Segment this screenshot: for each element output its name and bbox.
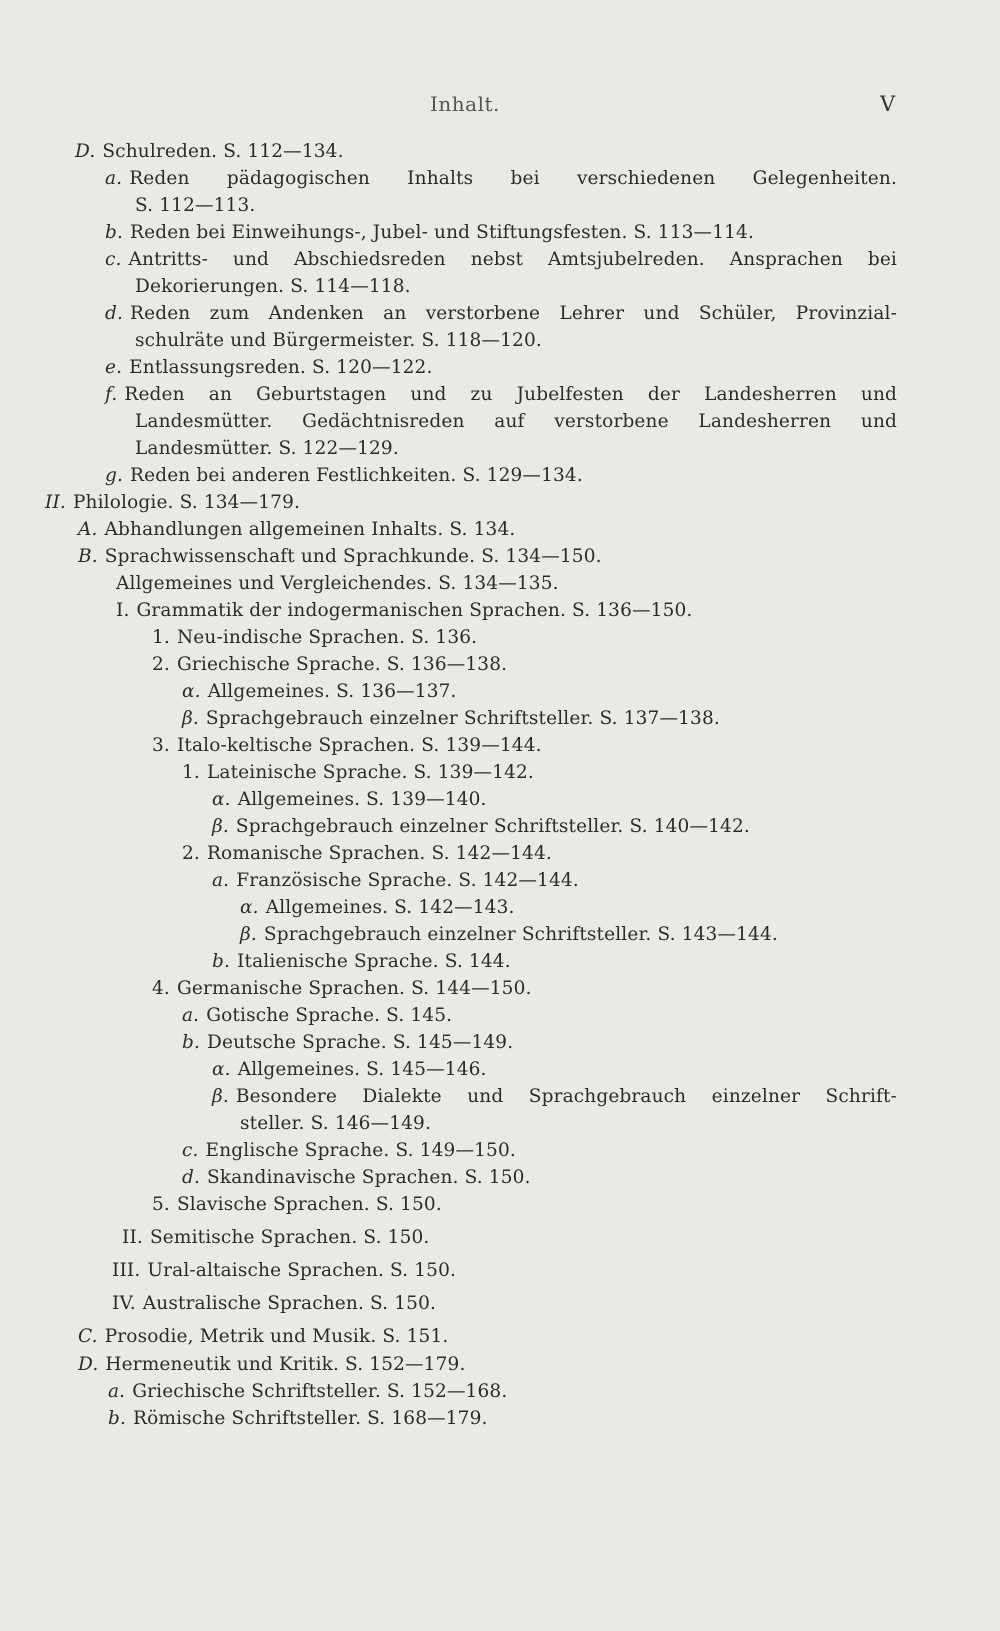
toc-marker: D.: [78, 1354, 99, 1375]
toc-text: Allgemeines. S. 142—143.: [265, 897, 515, 918]
toc-text: Reden an Geburtstagen und zu Jubelfesten der Landesherren und: [124, 384, 897, 405]
toc-text: Romanische Sprachen. S. 142—144.: [206, 843, 552, 864]
toc-entry: [78, 545, 602, 569]
toc-marker: d.: [105, 303, 124, 324]
toc-text: Skandinavische Sprachen. S. 150.: [207, 1167, 531, 1188]
toc-text: Allgemeines und Vergleichendes. S. 134—135.: [116, 573, 559, 594]
toc-text: Dekorierungen. S. 114—118.: [135, 276, 411, 297]
toc-entry: [75, 140, 344, 164]
toc-marker: I.: [116, 600, 130, 621]
toc-entry: [105, 464, 583, 488]
toc-entry: [240, 923, 778, 947]
toc-text: Hermeneutik und Kritik. S. 152—179.: [105, 1354, 466, 1375]
toc-entry: [105, 248, 897, 272]
toc-entry: [182, 707, 720, 731]
toc-entry: [182, 1139, 516, 1163]
toc-marker: b.: [212, 951, 231, 972]
toc-entry: [135, 194, 255, 218]
toc-entry: [212, 869, 579, 893]
toc-marker: β.: [240, 924, 257, 945]
toc-marker: e.: [105, 357, 123, 378]
toc-text: Antritts- und Abschiedsreden nebst Amtsjubelreden. Ansprachen bei: [128, 249, 897, 270]
toc-text: Sprachgebrauch einzelner Schriftsteller. S. 143—144.: [263, 924, 778, 945]
toc-text: Landesmütter. S. 122—129.: [135, 438, 399, 459]
toc-entry: [135, 437, 399, 461]
toc-entry: [105, 302, 897, 326]
toc-marker: 2.: [182, 843, 200, 864]
toc-text: Prosodie, Metrik und Musik. S. 151.: [104, 1326, 449, 1347]
toc-marker: II.: [122, 1227, 143, 1248]
toc-text: Französische Sprache. S. 142—144.: [236, 870, 579, 891]
toc-entry: [240, 1112, 431, 1136]
toc-marker: d.: [182, 1167, 201, 1188]
toc-text: Englische Sprache. S. 149—150.: [205, 1140, 516, 1161]
toc-marker: α.: [212, 789, 231, 810]
toc-text: Slavische Sprachen. S. 150.: [176, 1194, 442, 1215]
toc-text: Allgemeines. S. 136—137.: [207, 681, 457, 702]
toc-text: Römische Schriftsteller. S. 168—179.: [133, 1408, 488, 1429]
toc-marker: A.: [78, 519, 98, 540]
toc-entry: [152, 653, 507, 677]
toc-text: Reden pädagogischen Inhalts bei verschiedenen Gelegenheiten.: [129, 168, 897, 189]
toc-marker: β.: [212, 816, 229, 837]
toc-entry: [182, 1031, 513, 1055]
toc-entry: [122, 1226, 429, 1250]
toc-marker: c.: [182, 1140, 199, 1161]
toc-entry: [105, 383, 897, 407]
toc-marker: IV.: [112, 1293, 136, 1314]
toc-marker: a.: [212, 870, 230, 891]
toc-text: Sprachwissenschaft und Sprachkunde. S. 134—150.: [104, 546, 602, 567]
toc-text: steller. S. 146—149.: [240, 1113, 432, 1134]
toc-text: Semitische Sprachen. S. 150.: [149, 1227, 430, 1248]
toc-entry: [112, 1259, 456, 1283]
toc-marker: II.: [45, 492, 66, 513]
toc-text: Abhandlungen allgemeinen Inhalts. S. 134.: [104, 519, 516, 540]
toc-text: Griechische Schriftsteller. S. 152—168.: [132, 1381, 508, 1402]
toc-marker: III.: [112, 1260, 141, 1281]
toc-entry: [212, 788, 487, 812]
toc-marker: 3.: [152, 735, 170, 756]
toc-text: Lateinische Sprache. S. 139—142.: [206, 762, 534, 783]
toc-entry: [212, 1058, 487, 1082]
toc-marker: 4.: [152, 978, 170, 999]
toc-text: Australische Sprachen. S. 150.: [142, 1293, 437, 1314]
toc-entry: [45, 491, 300, 515]
toc-text: schulräte und Bürgermeister. S. 118—120.: [135, 330, 542, 351]
toc-entry: [152, 626, 477, 650]
toc-marker: B.: [78, 546, 98, 567]
toc-entry: [182, 1166, 531, 1190]
toc-text: Landesmütter. Gedächtnisreden auf verstorbene Landesherren und: [135, 411, 897, 432]
toc-entry: [240, 896, 515, 920]
toc-text: Deutsche Sprache. S. 145—149.: [207, 1032, 514, 1053]
toc-entry: [108, 1380, 507, 1404]
toc-marker: α.: [240, 897, 259, 918]
toc-marker: α.: [212, 1059, 231, 1080]
toc-entry: [105, 221, 754, 245]
toc-marker: 5.: [152, 1194, 170, 1215]
toc-entry: [135, 329, 542, 353]
toc-entry: [212, 815, 750, 839]
toc-text: Ural-altaische Sprachen. S. 150.: [147, 1260, 457, 1281]
toc-marker: 1.: [152, 627, 170, 648]
toc-text: Allgemeines. S. 145—146.: [237, 1059, 487, 1080]
toc-text: Reden bei Einweihungs-, Jubel- und Stiftungsfesten. S. 113—114.: [130, 222, 754, 243]
toc-marker: a.: [105, 168, 123, 189]
toc-marker: α.: [182, 681, 201, 702]
toc-entry: [116, 572, 559, 596]
toc-text: Neu-indische Sprachen. S. 136.: [176, 627, 478, 648]
toc-entry: [78, 1353, 465, 1377]
toc-entry: [212, 950, 511, 974]
toc-text: Gotische Sprache. S. 145.: [206, 1005, 453, 1026]
toc-marker: D.: [75, 141, 96, 162]
toc-marker: β.: [182, 708, 199, 729]
toc-text: Entlassungsreden. S. 120—122.: [129, 357, 433, 378]
toc-text: Allgemeines. S. 139—140.: [237, 789, 487, 810]
toc-entry: [108, 1407, 488, 1431]
page-number: V: [880, 92, 896, 116]
toc-text: Italienische Sprache. S. 144.: [237, 951, 511, 972]
toc-text: Germanische Sprachen. S. 144—150.: [176, 978, 532, 999]
toc-entry: [116, 599, 692, 623]
toc-entry: [182, 842, 552, 866]
toc-marker: c.: [105, 249, 122, 270]
toc-marker: 2.: [152, 654, 170, 675]
toc-entry: [135, 275, 411, 299]
toc-text: Griechische Sprache. S. 136—138.: [176, 654, 508, 675]
toc-entry: [105, 356, 432, 380]
toc-entry: [105, 167, 897, 191]
toc-entry: [212, 1085, 897, 1109]
toc-text: Reden zum Andenken an verstorbene Lehrer und Schüler, Provinzial-: [130, 303, 897, 324]
toc-entry: [112, 1292, 436, 1316]
toc-marker: g.: [105, 465, 124, 486]
toc-text: S. 112—113.: [135, 195, 256, 216]
toc-marker: b.: [105, 222, 124, 243]
toc-text: Schulreden. S. 112—134.: [102, 141, 344, 162]
toc-marker: a.: [108, 1381, 126, 1402]
toc-text: Sprachgebrauch einzelner Schriftsteller. S. 140—142.: [235, 816, 750, 837]
toc-marker: b.: [108, 1408, 127, 1429]
toc-text: Philologie. S. 134—179.: [72, 492, 301, 513]
toc-entry: [182, 1004, 452, 1028]
toc-marker: β.: [212, 1086, 229, 1107]
toc-text: Italo-keltische Sprachen. S. 139—144.: [176, 735, 542, 756]
toc-text: Grammatik der indogermanischen Sprachen. S. 136—150.: [136, 600, 693, 621]
toc-marker: 1.: [182, 762, 200, 783]
toc-entry: [152, 734, 542, 758]
toc-entry: [78, 1325, 448, 1349]
toc-marker: C.: [78, 1326, 98, 1347]
toc-text: Sprachgebrauch einzelner Schriftsteller. S. 137—138.: [205, 708, 720, 729]
toc-text: Reden bei anderen Festlichkeiten. S. 129—134.: [130, 465, 583, 486]
toc-marker: b.: [182, 1032, 201, 1053]
toc-entry: [182, 680, 457, 704]
toc-entry: [78, 518, 515, 542]
toc-marker: f.: [105, 384, 118, 405]
toc-entry: [152, 977, 532, 1001]
toc-entry: [135, 410, 897, 434]
toc-entry: [182, 761, 534, 785]
toc-marker: a.: [182, 1005, 200, 1026]
running-head: Inhalt.: [430, 92, 500, 116]
toc-text: Besondere Dialekte und Sprachgebrauch einzelner Schrift-: [235, 1086, 897, 1107]
toc-entry: [152, 1193, 442, 1217]
